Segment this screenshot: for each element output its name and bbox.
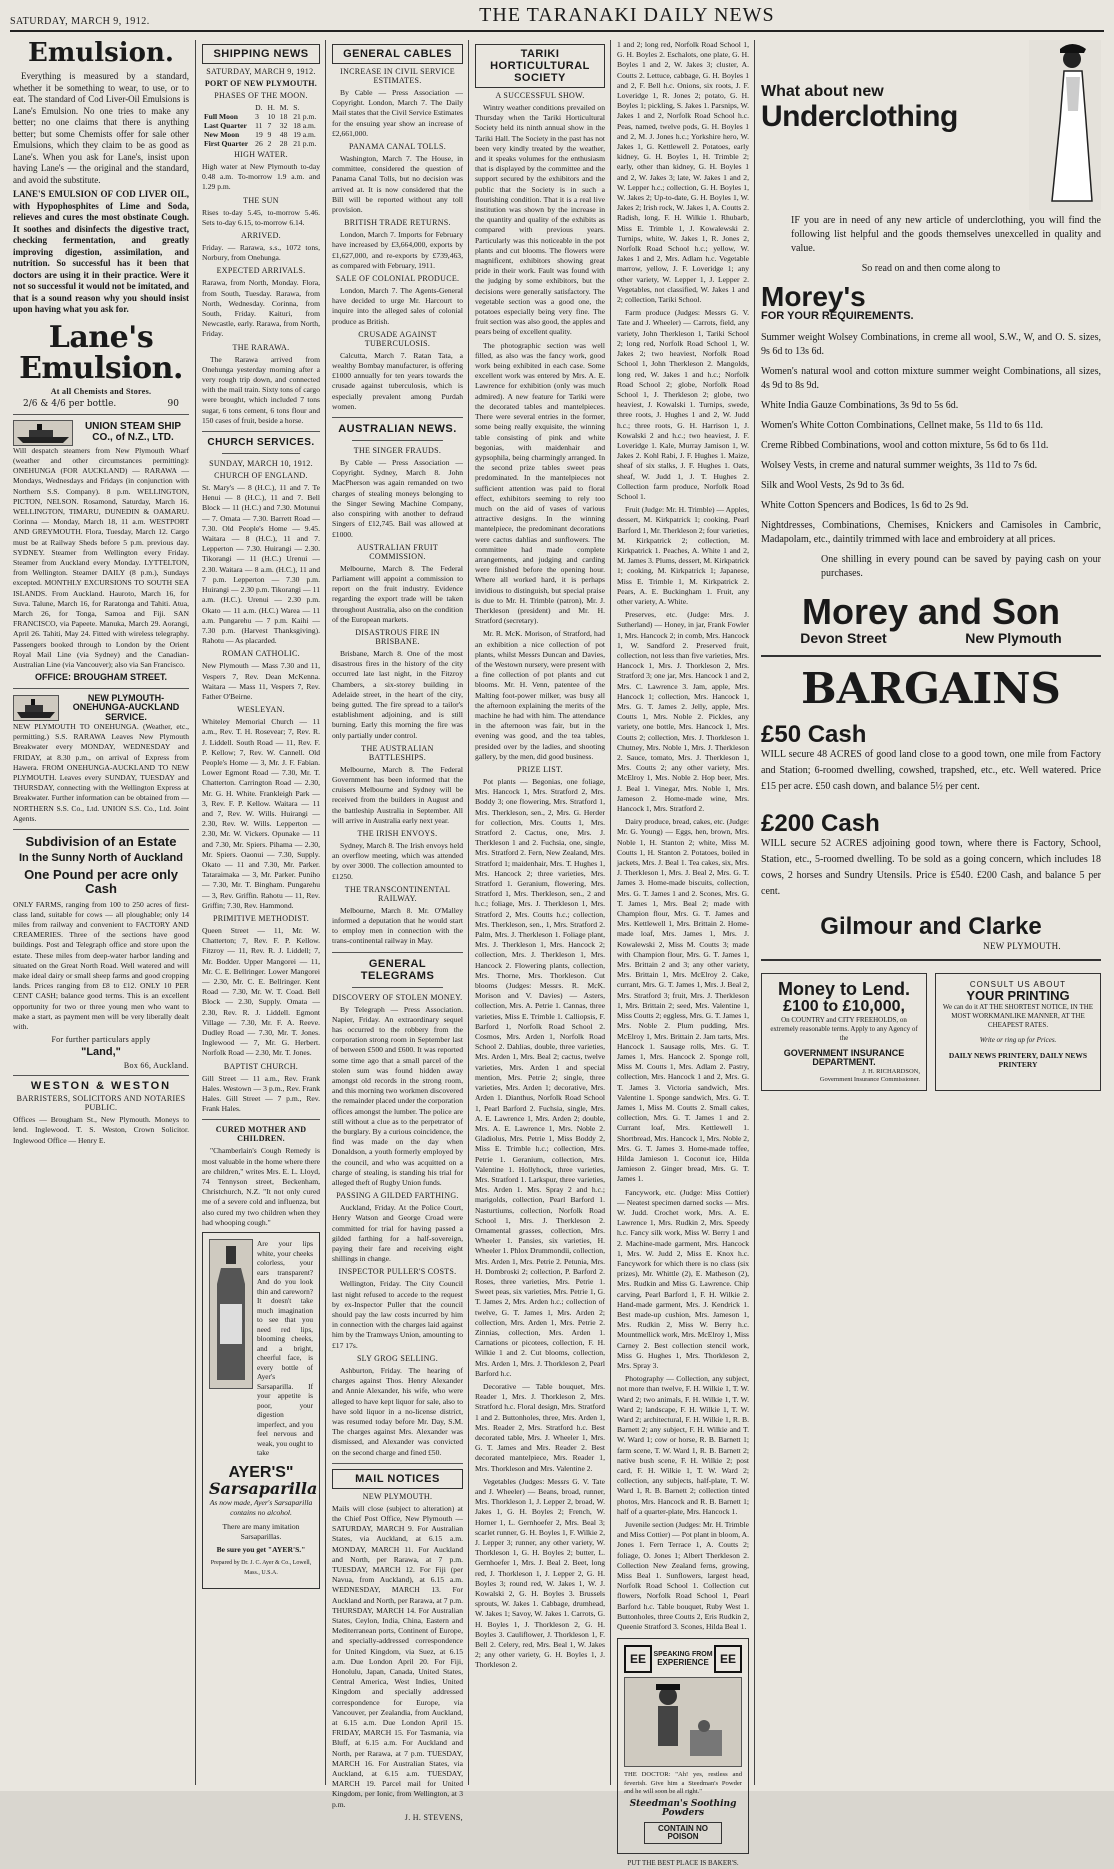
irish-head: THE IRISH ENVOYS. xyxy=(357,828,438,838)
morey-item: Creme Ribbed Combinations, wool and cotton mixture, 5s 6d to 6s 11d. xyxy=(761,439,1049,451)
morey-addr-a: Devon Street xyxy=(800,629,887,646)
prize-cont-d: Preserves, etc. (Judge: Mrs. J. Sutherland) — Honey, in jar, Frank Fowler 1, Mrs. Hancock 2; in comb, Mrs. Hancock 1, W. Sandford 2. Preserved fruit, collection, not less than five varieties, Mrs. Hancock 1, Mrs. J. Thorkleson 2, Mrs. Stratford 3; one jar, Mrs. Hancock 1 and 2, Mrs. C. Lawrence 3. Jam, apple, Mrs. Hancock 1; collection, Mrs. Hancock 1, Mrs. G. T. James 2. Jelly, apple, Mrs. Coutts 1, Mrs. Noble 2. Pickles, any variety, one bottle, Mrs. Hancock 1, Mrs. Coutts 2; collection, Mrs. J. Thorkleson 1. Chutney, Mrs. Noble 1, Mrs. J. Therkleson 2. Sauce, tomato, Mrs. J. Therkleson 1, Mrs. Coutts 2; any other variety, Mrs. McElroy 1, Mrs. Noble 2. Hop beer, Mrs. J. Beal 1. Vinegar, Mrs. Noble 1, Mrs. Jameson 2. Home-made wine, Mrs. Hancock 1, Mrs. Stratford 2. xyxy=(617,610,749,814)
moon-cell: 26 xyxy=(255,139,263,148)
rail-head: THE TRANSCONTINENTAL RAILWAY. xyxy=(344,884,451,903)
onehunga-body: NEW PLYMOUTH TO ONEHUNGA. (Weather, etc., permitting.) S.S. RARAWA Leaves New Plymouth Breakwater every MONDAY, WEDNESDAY and FRIDAY, at 8.30 p.m., on arrival of Express from Hawera. FROM ONEHUNGA-AUCKLAND TO NEW PLYMOUTH. Leaves every SUNDAY, TUESDAY and THURSDAY, connecting with the Wellington Express at Breakwater. Further information can be obtained from — NORTHERN S.S. Co., Ltd. UNION S.S. Co., Ltd. Joint Agents. xyxy=(13,722,189,823)
column-2 xyxy=(197,40,325,1785)
ee-brand: Steedman's Soothing Powders xyxy=(629,1798,737,1819)
moon-cell: Full Moon xyxy=(204,112,238,121)
puller-head: INSPECTOR PULLER'S COSTS. xyxy=(338,1267,457,1277)
colonial-body: London, March 7. The Agents-General have decided to urge Mr. Harcourt to inquire into the alleged sales of colonial produce as British. xyxy=(332,286,463,326)
steamship-icon xyxy=(13,420,73,446)
morey-item: Wolsey Vests, in creme and natural summer weights, 3s 11d to 7s 6d. xyxy=(761,459,1038,471)
doctor-illustration xyxy=(624,1677,742,1767)
subdiv-land: "Land," xyxy=(81,1046,121,1059)
ee-logo-icon: EE xyxy=(714,1645,742,1673)
gilmour-sub: NEW PLYMOUTH. xyxy=(983,941,1061,952)
lane-num: 90 xyxy=(167,398,179,409)
moon-cell: 9 xyxy=(267,130,272,139)
moon-cell: New Moon xyxy=(204,130,240,139)
prize-cont-h: Juvenile section (Judges: Mr. H. Trimble and Miss Cottier) — Pot plant in bloom, A. Jones 1. Fern Terrace 1, A. Coutts 2; foliage, O. Jones 1; Albert Therkleson 2. Collection New Zealand ferns, growing, Miss Beal 1. Sunflowers, largest head, Norfolk Road School 1. Collection cut flowers, Norfolk Road School 1, Pearl Barford h.c. Table bouquet, Ruby West 1. Buttonholes, three Coutts 2, Eris Rudkin 2, Queenie Stratford 3. Scones, Hilda Beal 1. xyxy=(617,1520,749,1632)
prize-body: Pot plants — Begonias, one foliage, Mrs. Hancock 1, Mrs. Stratford 2, Mrs. Boddy 3; one flowering, Mrs. Stratford 1, Mrs. Therkleson, sen., 2, Mrs. G. Herder for collection, Mrs. Coutts 1, Mrs. Stratford 2. Cactus, one, Mrs. J. Therkleson 1 and 2. Fuchsia, one, single, Mrs. Stratford 2. Fern, New Zealand, Mrs. Stratford 1; maidenhair, Mrs. T. Hughes 1, Mrs. Hancock 2; three varieties, Mrs. Stratford 1. Geranium, flowering, Mrs. Stratford 1, Mrs. Therkleson, sen., 2 and h.c.; foliage, Mrs. J. Therkleson 1, Mrs. Stratford 2, Mrs. Coutts h.c.; collection, Mrs. Therkleson, sen., 1, Mrs. Stratford 2. Palm, Mrs. J. Therkleson 1. Foliage plant, Mrs. J. Therkleson 1, Mrs. Hancock 2; collection, Mrs. J. Therkleson 1, Mrs. Hancock 2. Flowering plants, collection, Mrs. Thorne, Mrs. Thorkleson. Cut blooms (Judges: Messrs. R. McK. Morison and V. Davies) — Asters, collection, Mrs. A. Petrie 1. Cannas, three varieties, Miss E. Trimble 1. Calliopsis, F. Barford 1, Norfolk Road School 2. Cosmos, Mrs. Arden 1, Norfolk Road School 2. Dahlias, double, three varieties, Mrs. Arden 1, Mrs. Beal 2; cactus, twelve varieties, Mrs. Arden 1 and special mention, Mrs. Petrie 2; single, three varieties, Mrs. Arden 1; decorative, Mrs. Arden 1. Dianthus, Norfolk Road School 1, Pearl Barford 2. Fuchsia, single, Mrs. A. E. Lawrence 1, Mrs. Arden 2; double, Mrs. A. E. Lawrence 1, Mrs. Noble 2. Gladiolus, Mrs. Petrie 1, Miss Boddy 2, Miss E. Trimble h.c.; collection, Mrs. Petrie 1. Geranium, collection, Mrs. Valentine 1. Hollyhock, three varieties, Mrs. Stratford 1. Larkspur, three varieties, Mrs. Arden 1. Mrs. Spray 2 and h.c.; marigolds, collection, Pearl Barford 1. Nasturtiums, collection, Norfolk Road School 1, Mrs. J. Therkleson 2. Ornamental grasses, collection, Mrs. Wheeler 1. Pansies, six varieties, H. Wheeler 1. Phlox Drummondii, collection, Mrs. Arden 1, Mrs. Petrie 2. Petunia, Mrs. H. Dombroski 2; collection, P. Barford 2. Roses, three varieties, Mrs. Petrie 1. Sweet peas, six varieties, Mrs. Petrie 1, G. T. James 2, Mrs. Arden h.c.; collection of twelve, G. T. James 1, Mrs. Arden 2; collection, Mrs. Arden 1, Mrs. Petrie 2. Zinnias, collection, Mrs. Arden 1. Carnations or picotees, collection, F. H. Wilkie 1 and 2. Cut blooms, collection, Mrs. Arden 1, Mrs. J. Thorkleson 2, Pearl Barford h.c. xyxy=(475,777,605,1378)
lane-logo: Lane's Emulsion. xyxy=(19,319,183,387)
morey-addr-b: New Plymouth xyxy=(965,629,1062,646)
mail-sign: J. H. STEVENS, xyxy=(404,1812,463,1822)
hw-head: HIGH WATER. xyxy=(234,150,288,159)
cured-head: CURED MOTHER AND CHILDREN. xyxy=(215,1125,307,1144)
ayer-note: As now made, Ayer's Sarsaparilla contains no alcohol. xyxy=(209,1498,313,1518)
ee-text xyxy=(653,1651,712,1667)
grog-body: Ashburton, Friday. The hearing of charges against Thos. Henry Alexander and Annie Alexander, his wife, who were alleged to have kept liquor for sale, also to have sold liquor in a no-license district, was resumed today before Mr. Day, S.M. The charges against Mrs. Alexander was dismissed, and Alexander was convicted on the second charge and fined £50. xyxy=(332,1365,463,1457)
divider xyxy=(13,1075,189,1076)
show-body-c: Mr. R. McK. Morison, of Stratford, had an exhibition a nice collection of pot plants, whilst Messrs Duncan and Davies, of the Westown nursery, were present with a fine collection of pot plants and cut blooms. Mr. H. Venn, patentee of the Malting foot-power milker, was busy all the afternoon explaining the merits of the machine he had with him. The attendance in the afternoon was fair, but in the evening was good, and the tea tables, presided over by the ladies, and shooting gallery, by the men, did good business. xyxy=(475,629,605,761)
moon-row xyxy=(202,112,320,121)
church-date: SUNDAY, MARCH 10, 1912. xyxy=(209,459,313,469)
bapt-body: Gill Street — 11 a.m., Rev. Frank Hales. Westown — 3 p.m., Rev. Frank Hales. Gill Street — 7 p.m., Rev. Frank Hales. xyxy=(202,1073,320,1114)
prize-head: PRIZE LIST. xyxy=(517,765,563,774)
rarawa-body: The Rarawa arrived from Onehunga yesterday morning after a very rough trip down, and connected with the mail train. Sixty tons of cargo were brought, which included 7 tons sugar, 6 tons cement, 6 tons flour and 150 cases of fruit, beside a horse. xyxy=(202,354,320,425)
moon-cell: 3 xyxy=(255,112,259,121)
cured-body: "Chamberlain's Cough Remedy is most valuable in the home where there are children," writes Mrs. E. L. Lloyd, 74 Tennyson street, Beckenham, Christchurch, N.Z. "It not only cured me of a severe cold and influenza, but also cured my two children when they had whooping cough." xyxy=(202,1146,320,1227)
moon-cell: Last Quarter xyxy=(204,121,247,130)
battle-head: THE AUSTRALIAN BATTLESHIPS. xyxy=(361,743,434,762)
civil-head: INCREASE IN CIVIL SERVICE ESTIMATES. xyxy=(340,67,455,85)
hort-heading: TARIKI HORTICULTURAL SOCIETY xyxy=(475,44,605,88)
wes-head: WESLEYAN. xyxy=(237,705,285,715)
subdiv-price: One Pound per acre only Cash xyxy=(24,867,178,896)
pm-body: Queen Street — 11, Mr. W. Chatterton; 7, Rev. F. P. Kellow. Fitzroy — 11, Rev. R. J. Liddell; 7, Mr. Bodder. Upper Mangorei — 11, Mr. C. E. Bellringer. Lower Mangorei — 2.30, Mr. C. E. Bellringer. Kent Road — 7.30, Mr. W. T. Coad. Bell Block — 2.30, Supply. Omata — 2.30, Rev. R. J. Liddell. Egmont Village — 7.30, Mr. F. A. Reeve. Dudley Road — 7.30, Mr. T. Jones. Inglewood — 7, Mr. G. Herbert. Norfolk Road — 2.30, Mr. T. Jones. xyxy=(202,925,320,1058)
morey-item: Nightdresses, Combinations, Chemises, Knickers and Camisoles in Cambric, Madapolam, etc., daintily trimmed with lace and embroidery at all prices. xyxy=(761,519,1101,545)
divider xyxy=(761,959,1101,961)
moon-col xyxy=(202,103,253,112)
steam-header-row xyxy=(13,420,189,446)
lend-range: £100 to £10,000, xyxy=(783,997,905,1015)
singer-head: THE SINGER FRAUDS. xyxy=(353,446,442,456)
colonial-head: SALE OF COLONIAL PRODUCE. xyxy=(335,274,460,284)
hw-body: High water at New Plymouth to-day 0.48 a.m. To-morrow 1.9 a.m. and 1.29 p.m. xyxy=(202,162,320,192)
moon-cell: 11 xyxy=(255,121,263,130)
prize-cont-a: 1 and 2; long red, Norfolk Road School 1, G. H. Boyles 2. Eschalots, one plate, G. H. Boyles 1 and 2, W. Jakes 3; cluster, A. Coutts 2. Lettuce, cabbage, G. H. Boyles 1 and 2, F. Bell h.c. Onions, six roots, J. F. Loveridge 1, R. Jones 2; potato, G. H. Boyles 1; pickling, S. Jakes 1. Parsnips, W. Jakes 1 and 2, Norfolk Road School h.c. Peas, named, twelve pods, G. H. Boyles 1 and 2, M. J. Jones h.c.; Yorkshire hero, W. Jakes 1, G. Kettlewell 2. Potatoes, early kidney, G. H. Boyles 1, H. Trimble 2; early, other than kidney, G. H. Boyles 1 and 2, W. Jakes 3; late, W. Jakes 1 and 2, W. Lepper h.c.; collection, G. H. Boyles 1, W. Jakes 2; Up-to-date, G. H. Boyles 1, W. Jakes 2; Irish rock, W. Jakes 1, A. Coutts 2. Radish, long, F. H. Wilkie 1. Rhubarb, Miss E. Trimble 1, J. Kowalewski 2. Turnips, white, W. Jakes 1, R. Jones 2, Norfolk Road School h.c.; yellow, W. Jakes 1 and 2, Mrs. Adlam h.c. Vegetable marrow, yellow, J. F. Loveridge 1; any other variety, W. Lepper 1, J. Lepper 2. Vegetables, not classified, W. Jakes 1 and 2; collection, Tariki School. xyxy=(617,40,749,305)
column-rule xyxy=(468,40,469,1785)
moon-col: H. xyxy=(267,103,275,112)
subdiv-body: ONLY FARMS, ranging from 100 to 250 acres of first-class land, suitable for cows — all ploughable; only 14 miles from railway and convenient to FACTORY AND CREAMERIES. Three of the sections have good buildings. Post and Telegraph office and store upon the estate. These miles from deep-water harbor landing and situated on the Great North Road. Well watered and will make ideal dairy or small sheep farms and good cropping lands. Prices ranging from £8 to £12. ONLY 10 PER CENT CASH; balance good terms. This is an excellent opportunity for two or three young men who want to make a start, as payment men will be very liberally dealt with. xyxy=(13,899,189,1031)
show-body-b: The photographic section was well filled, as also was the fancy work, good work being exhibited in each case. Some excellent work was entered by Mrs. A. E. Lawrence for exhibition (only was much admired). A new feature for Tariki were the decorated tables and mantelpieces. There were several entries in the former, some being really exquisite, the winning table consisting of pink and white begonias, with maidenhair and gypsophila, being charmingly arranged. In the second prize tables sweet peas predominated. In the mantelpieces not sufficient attention was paid to floral effect, exhibitors seeming to rely too much on the aid of vases of various attractive designs. In the winning mantelpiece, the predominant decorations were cactus dahlias and sunflowers. The committee had made complete arrangements, and judging and carding were finished before the opening hour. Where all worked hard, it is perhaps invidious to distinguish, but special praise is due to Mr. H. Trimble (patron), Mr. J. Therkleson (president) and Mr. H. Stratford (secretary). xyxy=(475,340,605,626)
morey-item: White Cotton Spencers and Bodices, 1s 6d to 2s 9d. xyxy=(761,499,969,511)
prize-cont-b: Farm produce (Judges: Messrs G. V. Tate and J. Wheeler) — Carrots, field, any variety, John Therkleson 1, Tariki School 2; long red, Norfolk Road School 1, W. Jakes 2; two heaviest, Norfolk Road School 1, John Therkleson 2. Mangolds, long red, W. Jakes 1 and h.c.; Norfolk Road School 2; globe, Norfolk Road School 1, J. Therkleson 2; globe, two heaviest, J. Kowalski 1. Turnips, swede, three roots, J. Hughes 1 and 2, W. Judd h.c.; three roots, G. H. Harrison 1, J. Kowalski 2 and h.c.; two heaviest, J. F. Loveridge 1. Kale, Murray Jamison 1, W. Jakes 2. Kohl Rabi, J. F. Hughes 1. Maize, sheaf of six stalks, J. F. Hughes 1. Oats, sheaf, W. Judd 1, J. T. Hughes 2. Collection farm produce, Norfolk Road School 1. xyxy=(617,308,749,501)
morey-item: Silk and Wool Vests, 2s 9d to 3s 6d. xyxy=(761,479,905,491)
moon-cell: 18 a.m. xyxy=(293,121,316,130)
moon-header-row xyxy=(202,103,320,112)
morey-item: Women's natural wool and cotton mixture summer weight Combinations, all sizes, 4s 9d to 8s 9d. xyxy=(761,365,1101,391)
lend-sign2: Government Insurance Commissioner. xyxy=(819,1075,920,1083)
divider xyxy=(761,655,1101,657)
lane-price: 2/6 & 4/6 per bottle. xyxy=(23,398,117,409)
shipping-heading: SHIPPING NEWS xyxy=(202,44,320,64)
port-line: PORT OF NEW PLYMOUTH. xyxy=(204,79,318,88)
column-3 xyxy=(327,40,468,1822)
shipping-date: SATURDAY, MARCH 9, 1912. xyxy=(206,67,316,76)
sun-body: Rises to-day 5.45, to-morrow 5.46. Sets to-day 6.15, to-morrow 6.14. xyxy=(202,207,320,227)
money-head: DISCOVERY OF STOLEN MONEY. xyxy=(332,992,463,1002)
moon-table xyxy=(202,103,320,148)
cash50-body: WILL secure 48 ACRES of good land close to a good town, one mile from Factory and Station; 6-roomed dwelling, cowshed, trapshed, etc., etc. Well watered. Price £15 per acre. £50 cash down, and balance 5½ per cent. xyxy=(761,748,1101,792)
prize-cont-f: Fancywork, etc. (Judge: Miss Cottier) — Neatest specimen darned socks — Mrs. W. Judd. Crochet work, Mrs. A. E. Lawrence 1, Mrs. Rudkin 2, Mrs. Speedy h.c. Fancy silk work, Miss W. Berry 1 and 2. Machine-made garment, Mrs. Hancock 1, Mrs. W. Judd 2, Miss E. Knox h.c. Fancywork for which there is no class (six prizes), Mr. Whittle (2), E. Matheson (2), Mrs. Rudkin and Miss G. Lawrence. Chip carving, Pearl Barford 1, F. H. Wilkie 2. Hand-made garment, Mrs. J. Kendrick 1. Best made-up cushion, Mrs. Jameson 1, Mrs. Rudkin 2, Miss W. Berry h.c. Mountmellick work, Mrs. McElroy 1, Miss Carney 2. Best collection stencil work, Miss G. Hughes 1, Mrs. Thorkleson 2, Mrs. Spray 3. xyxy=(617,1187,749,1370)
steam-office: OFFICE: BROUGHAM STREET. xyxy=(35,672,167,683)
battle-body: Melbourne, March 8. The Federal Government has been informed that the cruisers Melbourne and Sydney will be received from the builders in August and the battleship Australia in September. All will arrive in Australia early next year. xyxy=(332,764,463,825)
ayer-ad xyxy=(202,1232,320,1589)
steamship-icon xyxy=(13,695,59,721)
ayer-ad-row xyxy=(209,1239,313,1461)
under-q: What about new xyxy=(761,83,884,100)
bapt-head: BAPTIST CHURCH. xyxy=(223,1061,299,1071)
divider xyxy=(202,431,320,432)
ee-exp: EXPERIENCE xyxy=(657,1658,709,1668)
underclothing-header xyxy=(761,40,1101,210)
lane-price-row xyxy=(13,399,189,409)
aus-heading: AUSTRALIAN NEWS. xyxy=(338,423,457,436)
moon-row xyxy=(202,121,320,130)
print-phone: Write or ring up for Prices. xyxy=(979,1035,1057,1044)
masthead-title: THE TARANAKI DAILY NEWS xyxy=(479,4,775,26)
ee-speak: SPEAKING FROM xyxy=(653,1651,713,1659)
pm-head: PRIMITIVE METHODIST. xyxy=(212,913,310,923)
morey-address xyxy=(761,631,1101,646)
tele-heading: GENERAL TELEGRAMS xyxy=(360,957,435,982)
moon-cell: 21 p.m. xyxy=(293,112,317,121)
ee-contain: CONTAIN NO POISON xyxy=(644,1822,722,1845)
column-rule xyxy=(610,40,611,1785)
print-head: YOUR PRINTING xyxy=(966,988,1070,1004)
mail-sub: NEW PLYMOUTH. xyxy=(362,1491,433,1501)
cash200-title: £200 Cash xyxy=(761,809,880,837)
tb-body: Calcutta, March 7. Ratan Tata, a wealthy Bombay manufacturer, is offering £1000 annually for ten years towards the crusade against tuberculosis, which is especially prevalent among Purdah women. xyxy=(332,350,463,411)
divider xyxy=(13,829,189,830)
lane-sold: At all Chemists and Stores. xyxy=(50,386,152,396)
print-name: DAILY NEWS PRINTERY, DAILY NEWS PRINTERY xyxy=(948,1050,1088,1069)
morey-item: One shilling in every pound can be saved by paying cash on your purchases. xyxy=(821,553,1101,579)
bottom-ads-row xyxy=(761,969,1101,1095)
rc-head: ROMAN CATHOLIC. xyxy=(222,649,300,659)
divider xyxy=(332,1463,463,1464)
puller-body: Wellington, Friday. The City Council last night refused to accede to the request by ex-Inspector Puller that the council should pay the law costs incurred by him in connection with the charges laid against him by the Tramways Union, amounting to £17 17s. xyxy=(332,1279,463,1350)
moon-row xyxy=(202,130,320,139)
veg-body: Vegetables (Judges: Messrs G. V. Tate and J. Wheeler) — Beans, broad, runner, Mrs. Thorkleson 1, J. Lepper 2, broad, W. Jakes 1, G. H. Boyles 2; French, W. Horner 1, L. Gernhoefer 2, Mrs. Beal 3; scarlet runner, G. H. Boyles 1, F. Wilkie 2, J. Lepper 3; runner, any other variety, W. Thorkleson 1, G. H. Boyles 2; butter, L. Gernhoefer 1, Mrs. J. Beal 2. Beet, long red, J. Thorkleson 1, J. Lepper 2, G. H. Boyles 3; round red, W. Jakes 1, W. J. Kowalski 2, G. H. Boyles 3. Brussels sprouts, W. Jakes 1. Cabbage, drumhead, W. Jakes 1; Savoy, W. Jakes 1. Carrots, G. H. Boyles 1, J. Thorkleson 2, G. H. Boyles 3. Cauliflower, J. Thorkleson 1, F. Bell 2. Celery, red, Mrs. Beal 1, W. Jakes 2; any other variety, G. H. Boyles 1, J. Thorkleson 2. xyxy=(475,1476,605,1670)
lady-illustration xyxy=(1029,40,1101,210)
prize-body-b: Decorative — Table bouquet, Mrs. Reader 1, Mrs. J. Thorkleson 2, Mrs. Stratford h.c. Floral design, Mrs. Stratford 1 and 2. Buttonholes, three, Mrs. Arden 1, Mrs. Reader 2, Mrs. Stratford h.c. Best decorated table, Mrs. J. Wheeler 1, Mrs. G. T. James and Mrs. Reader 2. Best decorated mantelpiece, Mrs. Reader 1, Mrs. Thorkleson and Mrs. Valentine 2. xyxy=(475,1381,605,1473)
print-q: CONSULT US ABOUT xyxy=(969,980,1067,990)
masthead-date: SATURDAY, MARCH 9, 1912. xyxy=(10,16,150,27)
lend-body: On COUNTRY and CITY FREEHOLDS, on extremely reasonable terms. Apply to any Agency of the xyxy=(770,1015,918,1042)
steedman-ad xyxy=(617,1638,749,1854)
onehunga-header-row xyxy=(13,694,189,722)
underclothing-title-block xyxy=(761,40,958,132)
ayer-foot: Prepared by Dr. J. C. Ayer & Co., Lowell, Mass., U.S.A. xyxy=(210,1560,312,1577)
under-head: Underclothing xyxy=(761,99,958,133)
moon-cell: 18 xyxy=(279,112,288,121)
morey-item: Women's White Cotton Combinations, Cellnet make, 5s 11d to 6s 11d. xyxy=(761,419,1043,431)
cables-heading: GENERAL CABLES xyxy=(332,44,463,64)
moon-row xyxy=(202,139,320,148)
column-1 xyxy=(8,40,194,1785)
moon-head: PHASES OF THE MOON. xyxy=(214,91,308,100)
divider xyxy=(202,1119,320,1120)
divider xyxy=(332,952,463,953)
ayer-question: Are your lips white, your cheeks colorless, your ears transparent? And do you look thin and careworn? It doesn't take much imagination to see that you need red lips, blooming cheeks, and a bright, cheerful face, is every bottle of Ayer's Sarsaparilla. If your appetite is poor, your digestion imperfect, and you feel nervous and weak, you ought to take xyxy=(257,1239,313,1458)
morey-son: Morey and Son xyxy=(801,590,1061,632)
fruit-body: Melbourne, March 8. The Federal Parliament will appoint a commission to report on the fruit industry. Evidence regarding the export trade will be taken throughout Australia, also on the condition of the European markets. xyxy=(332,563,463,624)
ee-doctor: THE DOCTOR: "Ah! yes, restless and feverish. Give him a Steedman's Powder and he will soon be all right." xyxy=(624,1771,742,1796)
onehunga-head: NEW PLYMOUTH-ONEHUNGA-AUCKLAND SERVICE. xyxy=(72,692,180,722)
rail-body: Melbourne, March 8. Mr. O'Malley informed a deputation that he would start to employ men in connection with the trans-continental railway in May. xyxy=(332,905,463,946)
trade-head: BRITISH TRADE RETURNS. xyxy=(344,218,451,228)
moon-cell: 48 xyxy=(279,130,288,139)
moon-cell: 19 a.m. xyxy=(293,130,316,139)
moon-cell: 19 xyxy=(255,130,263,139)
arrived-body: Friday. — Rarawa, s.s., 1072 tons, Norbury, from Onehunga. xyxy=(202,243,320,263)
divider xyxy=(332,417,463,418)
steam-head: UNION STEAM SHIP CO., of N.Z., LTD. xyxy=(84,421,182,443)
ee-logo-icon: EE xyxy=(624,1645,652,1673)
ayer-sure: Be sure you get "AYER'S." xyxy=(216,1544,306,1554)
morey-title: Morey's xyxy=(761,281,866,312)
bargains-title: BARGAINS xyxy=(801,664,1061,714)
fire-body: Brisbane, March 8. One of the most disastrous fires in the history of the city occurred late last night, in the Fitzroy Chambers, a six-storey building in Adelaide street, in the heart of the city, being gutted. The fire spread to a tailor's establishment adjoining, and is still burning. Early this morning the fire was only partially under control. xyxy=(332,648,463,740)
prize-cont-c: Fruit (Judge: Mr. H. Trimble) — Apples, dessert, M. Kirkpatrick 1; cooking, Pearl Barford 1, Mr. Therkleson 2; four varieties, M. Kirkpatrick 2; collection, M. Kirkpatrick 1. Peaches, A. White 1 and 2, M. James 3. Plums, dessert, M. Kirkpatrick 1; cooking, M. Kirkpatrick 1; Japanese, Miss E. Trimble 1, M. Kirkpatrick 2. Pears, A. E. Buckingham 1. Fruit, any other variety, A. White. xyxy=(617,505,749,606)
rc-body: New Plymouth — Mass 7.30 and 11, Vespers 7, Rev. Dean McKenna. Waitara — Mass 11, Vespers 7, Rev. Father O'Beirne. xyxy=(202,661,320,701)
fire-head: DISASTROUS FIRE IN BRISBANE. xyxy=(355,627,440,646)
tb-head: CRUSADE AGAINST TUBERCULOSIS. xyxy=(358,329,437,348)
under-body1: IF you are in need of any new article of underclothing, you will find the following list helpful and the goods themselves unexcelled in quality and value. xyxy=(791,215,1101,254)
print-body: We can do it AT THE SHORTEST NOTICE, IN THE MOST WORKMANLIKE MANNER, AT THE CHEAPEST RATES. xyxy=(942,1002,1094,1029)
moon-cell: 32 xyxy=(279,121,288,130)
farthing-body: Auckland, Friday. At the Police Court, Henry Watson and George Croad were committed for trial for having passed a gilded farthing for a half-sovereign, paying their fare and receiving eight shillings in change. xyxy=(332,1203,463,1264)
show-body-a: Wintry weather conditions prevailed on Thursday when the Tariki Horticultural Society held its ninth annual show in the Tariki Hall. The Society in the past has not been very kindly treated by the weather, and it speaks volumes for the enthusiasm that is displayed by the committee and the support secured by the exhibitors and the public that the Society is in such a flourishing condition. That it is a real live institution was shown by the increase in the quantity and quality of the exhibits as compared with previous years. Particularly was this noticeable in the pot plants and cut blooms. The flowers were magnificent, exhibitors showing great pride in their work. Fault was found with the judging by some exhibitors, but the decisions were generally satisfactory. The vegetable section was a good one, the potatoes especially being very fine. The fruit section was also good, the apples and pears being of excellent quality. xyxy=(475,103,605,337)
column-4 xyxy=(470,40,610,1785)
ayer-brand: Sarsaparilla xyxy=(209,1479,318,1499)
lane-top-heading: Emulsion. xyxy=(28,38,174,68)
prize-cont-g: Photography — Collection, any subject, not more than twelve, F. H. Wilkie 1, T. W. Ward 2; two animals, F. H. Wilkie 1, T. W. Ward 2; landscape, F. H. Wilkie 1, T. W. Ward 2; architectural, F. H. Wilkie 1, R. B. Barnett 2; any subject, F. H. Wilkie and T. W. Ward 1; cow or horse, R. B. Barnett 1; farm scene, T. W. Ward 1, R. B. Barnett 2; native bush scene, F. H. Wilkie 2; post card, F. H. Wilkie 1, T. W. Ward 2; collection, any subjects, half-plate, T. W. Ward 1, R. B. Barnett 2; collection tinted photos, Mrs. Hancock and R. B. Barnett 1; half of a quarter-plate, Mrs. Hancock 1. xyxy=(617,1374,749,1516)
ee-foot: PUT THE BEST PLACE IS BAKER'S. xyxy=(627,1859,739,1868)
subdiv-sub: In the Sunny North of Auckland xyxy=(19,851,183,864)
divider xyxy=(352,440,443,441)
morey-sub: FOR YOUR REQUIREMENTS. xyxy=(761,310,914,323)
column-rule xyxy=(195,40,196,1785)
moon-cell: First Quarter xyxy=(204,139,249,148)
moon-col: M. xyxy=(279,103,289,112)
column-rule xyxy=(325,40,326,1785)
moon-col: S. xyxy=(293,103,300,112)
lend-head: Money to Lend. xyxy=(778,979,910,1000)
divider xyxy=(13,414,189,415)
divider xyxy=(352,987,443,988)
lend-sign: J. H. RICHARDSON, xyxy=(862,1067,920,1075)
moon-cell: 10 xyxy=(267,112,276,121)
subdiv-box: Box 66, Auckland. xyxy=(123,1060,189,1070)
column-rule xyxy=(754,40,755,1785)
grog-head: SLY GROG SELLING. xyxy=(356,1353,439,1363)
moon-col: D. xyxy=(255,103,263,112)
morey-item: Summer weight Wolsey Combinations, in creme all wool, S.W., W, and O. S. sizes, 9s 6d to 13s 6d. xyxy=(761,331,1101,357)
prize-cont-e: Dairy produce, bread, cakes, etc. (Judge: Mr. G. Young) — Eggs, hen, brown, Mrs. Noble 1, H. Stanton 2; white, Miss M. Coutts 1, H. Stanton 2. Potatoes, boiled in jackets, Mrs. J. Beal 1. Tea cakes, six, Mrs. J. Therkleson 1, Mrs. J. Beal 2, Mrs. G. T. James 3. Home-made biscuits, collection, Mrs. G. T. James 1 and 2. Scones, Mrs. G. T. James 1, Mrs. Beal 2; made with Champion flour, Mrs. G. T. James and Mrs. Kettlewell 1, Mrs. Brittain 2. Home-made loaf, Mrs. James 1, Mrs. J. Kowalewski 2, Miss M. Coutts 3; made with Champion flour, Mrs. G. T. James 1, Mrs. Brittain 2 and 3; any other variety, Mrs. Brittain 1, Mrs. McElroy 2. Cake, currant, Mrs. G. T. James 1, Mrs. J. Beal 2, Mrs. Stratford 3; fruit, Mrs. J. Therkleson 1, Mrs. Brittain 2; seed, Mrs. Valentine 1, Miss Coutts 2; eggless, Mrs. G. T. James 1, Mrs. Noble 2. Plum pudding, Mrs. McElroy 1, Mrs. Brittain 2. Jam tarts, Mrs. Hancock 1. Sausage rolls, Mrs. G. T. James 1, Mrs. Hancock 2. Sponge roll, Miss M. Coutts 1, Mrs. Adlam 2. Pastry, collection, Mrs. Hancock 1 and 2, Mrs. G. T. James 3. Victoria sandwich, Mrs. Valentine 1. Sponge sandwich, Mrs. G. T. James 1, Miss M. Coutts 2. Small cakes, collection, Mrs. G. T. James 1 and 2. Currant loaf, Mrs. Kettlewell 1. Shortbread, Mrs. Hancock 1, Mrs. Noble 2, Mrs. G. T. James 3. Home-made toffee, Hilda Jamieson 1. Coconut ice, Hilda Jamieson 2. Ginger bread, Mrs. G. T. James 1. xyxy=(617,817,749,1184)
cash50-title: £50 Cash xyxy=(761,720,867,748)
civil-body: By Cable — Press Association — Copyright. London, March 7. The Daily Mail states that the Civil Service Estimates for the ensuing year show an increase of £2,661,000. xyxy=(332,88,463,138)
column-5 xyxy=(756,40,1106,1785)
weston-sub: BARRISTERS, SOLICITORS AND NOTARIES PUBLIC. xyxy=(16,1094,186,1113)
subdiv-contact: For further particulars apply xyxy=(51,1035,151,1045)
expected-body: Rarawa, from North, Monday. Flora, from South, Tuesday. Rarawa, from North, Wednesday. Corinna, from South, Friday. Kaituri, from Newcastle, early. Rarawa, from North, Friday. xyxy=(202,278,320,339)
wes-body: Whiteley Memorial Church — 11 a.m., Rev. T. H. Rosevear; 7, Rev. R. J. Liddell. South Road — 11, Rev. F. P. Kellow; 7, Rev. W. Cannell. Old People's Home — 3, Mr. J. F. Fabian. Lower Egmont Road — 7.30, Mr. T. Chatterton. Carrington Road — 2.30, Mr. G. H. White. Frankleigh Park — 3, Rev. F. P. Kellow. Waitara — 11 and 7, Rev. W. Wills. Huirangi — 2.30, Rev. W. Wills. Lepperton — 2.30, Mr. W. Vickers. Opunake — 11 and 7.30, Mr. Spiers. Pihama — 2.30, Mr. Spiers. Oaonui — 7.30, Supply. Okato — 11 and 7.30, Mr. Parker. Tataraimaka — 3, Mr. Parker. Puniho — 7.30, Mr. T. Bingham. Pungarehu — 3, Rev. Griffin. Rahotu — 11, Rev. Griffin; 7.30, Rev. Hammond. xyxy=(202,717,320,910)
money-body: By Telegraph — Press Association. Napier, Friday. An extraordinary sequel has occurred to the robbery from the corporation strong room in September last of between £500 and £600. It was reported some time ago that a small parcel of the stolen sum was found hidden away amongst old records in the strong room, and this morning two workmen discovered the remainder placed under the corporation offices amongst the lumber. The police are still without a clue as to the perpetrator of the burglary. By a curious coincidence, the find was made on the day when Donaldson, a youth formerly employed by the council, and who was acquitted on a charge of stealing, is standing his trial for alleged theft of Rugby Union funds. xyxy=(332,1004,463,1188)
lane-body: Everything is measured by a standard, whether it be something to wear, to use, or to eat. The standard of Cod Liver-Oil Emulsions is Lane's Emulsion. No one tries to make any better; no one claims that there is anything better; but some Chemists offer for sale other Emulsions, which they claim to be as good as Lane's. When you ask for Lane's, insist upon having Lane's — the original and the standard, and avoid the substitute. xyxy=(13,71,189,185)
ayer-ask: AYER'S" xyxy=(228,1463,294,1481)
lend-dept: GOVERNMENT INSURANCE DEPARTMENT. xyxy=(783,1047,905,1068)
moon-cell: 21 p.m. xyxy=(293,139,317,148)
under-body2: So read on and then come along to xyxy=(861,263,1001,274)
morey-item: White India Gauze Combinations, 3s 9d to 5s 6d. xyxy=(761,399,959,411)
weston-head: WESTON & WESTON xyxy=(30,1079,172,1092)
arrived-head: ARRIVED. xyxy=(241,231,281,241)
church-england: CHURCH OF ENGLAND. xyxy=(214,471,308,481)
masthead xyxy=(10,4,1104,32)
moon-cell: 7 xyxy=(267,121,272,130)
expected-head: EXPECTED ARRIVALS. xyxy=(216,266,306,276)
farthing-head: PASSING A GILDED FARTHING. xyxy=(336,1191,459,1201)
panama-body: Washington, March 7. The House, in committee, considered the question of Panama Canal Tolls, but no decision was arrived at. It is now considered that the Bill will be reported without any toll provision. xyxy=(332,154,463,215)
irish-body: Sydney, March 8. The Irish envoys held an overflow meeting, which was attended by over 3000. The collection amounted to £1250. xyxy=(332,840,463,881)
sun-head: THE SUN xyxy=(243,195,279,205)
rarawa-head: THE RARAWA. xyxy=(232,342,290,352)
bottle-icon xyxy=(209,1239,253,1389)
mail-heading: MAIL NOTICES xyxy=(332,1469,463,1489)
printing-ad xyxy=(935,973,1101,1091)
cash200-body: WILL secure 52 ACRES adjoining good town, where there is Factory, School, Station, etc., 5-roomed dwelling. To be sold as a going concern, which includes 18 cows, 2 horses and Sundry Utensils. Price is £540. £200 Cash, and balance 5 per cent. xyxy=(761,837,1101,897)
lane-bold-body: LANE'S EMULSION OF COD LIVER OIL, with Hypophosphites of Lime and Soda, relieves and cures the most obstinate Cough. It soothes and disinfects the digestive tract, checking fermentation, and greatly improving digestion, assimilation, and nutrition. So successful has it been that doctors are using it in their practice. Were it not so successful it would not be imitated, and that is a sound reason why you should insist upon having what you ask for. xyxy=(13,189,189,315)
moon-cell: 28 xyxy=(279,139,288,148)
show-head: A SUCCESSFUL SHOW. xyxy=(495,91,585,100)
subdiv-head: Subdivision of an Estate xyxy=(25,834,177,850)
column-4b xyxy=(612,40,754,1868)
money-to-lend-ad xyxy=(761,973,927,1091)
mail-body: Mails will close (subject to alteration) at the Chief Post Office, New Plymouth — SATURDAY, MARCH 9. For Australian States, via Auckland, at 6.15 a.m. MONDAY, MARCH 11. For Auckland and North, per Rarawa, at 7 p.m. TUESDAY, MARCH 12. For Fiji (per Navua, from Auckland), at 6.15 a.m. WEDNESDAY, MARCH 13. For Auckland and North, per Rarawa, at 7 p.m. THURSDAY, MARCH 14. For Australian States, Ceylon, India, China, Eastern and Mediterranean ports, Continent of Europe, and specially-addressed correspondence for United Kingdom, via Suez, at 6.15 a.m. Due London April 20. For Fiji, Honolulu, Japan, Canada, United States, Central America, West Indies, United Kingdom and specially addressed correspondence for Europe, via Vancouver, per Zealandia, from Auckland, at 6.15 a.m. Due London April 15. FRIDAY, MARCH 15. For Tasmania, via Bluff, at 6.15 a.m. For Auckland and North, per Rarawa, at 7 p.m. TUESDAY, MARCH 16. For Australian States, via Auckland, at 6.15 a.m. TUESDAY, MARCH 19. Parcel mail for United Kingdom, per Ionic, from Wellington, at 3 p.m. xyxy=(332,1503,463,1809)
steam-body: Will despatch steamers from New Plymouth Wharf (weather and other circumstances permitting): ONEHUNGA (FOR AUCKLAND) — RARAWA — Mondays, Wednesdays and Fridays (in conjunction with Northern S.S. Company). 8 p.m. WELLINGTON, PICTON, NELSON. Rosamond, Saturday, March 16. WELLINGTON, TIMARU, DUNEDIN & OAMARU. Corinna — Monday, March 18, 11 a.m. WESTPORT AND GREYMOUTH. Flora, Tuesday, March 12. Cargo must be at Railway Sheds before 5 p.m. previous day. SYDNEY. Steamer from Wellington every Friday. Steamer from Auckland every Monday. LYTTELTON, from Wellington. Steamer DAILY (8 p.m.), Sundays excepted. MONTHLY EXCURSIONS TO SOUTH SEA ISLANDS. From Auckland. Hauroto, March 16, for Suva. Talune, March 16, for Raratonga and Tahiti. Atua, March 26, for Tonga, Samoa and Fiji. SAN FRANCISCO, via Papeete. Manuka, March 29. Aorangi, April 26. Tahiti, May 24. Fitted with wireless telegraphy. Passengers booked through to London by the Orient Royal Mail Line (via Sydney) and the Canadian-Australian Line (via Vancouver); also via San Francisco. xyxy=(13,445,189,670)
moon-cell: 2 xyxy=(267,139,272,148)
divider xyxy=(13,688,189,689)
church-body: St. Mary's — 8 (H.C.), 11 and 7. Te Henui — 8 (H.C.), 11 and 7. Bell Block — 11 (H.C.) and 7.30. Motunui — 7. Omata — 7.30. Barrett Road — 7.30. Old People's Home — 9.45. Waitara — 8 (H.C.), 11 and 7. Lepperton — 7.30. Huirangi — 2.30. Tikorangi — 11 (H.C.) Urenui — 2.30. Waitara — 8 a.m. (H.C.), 11 and 7 p.m. Lepperton — 7.30 p.m. Huirangi — 2.30 p.m. Tikorangi — 11 a.m. (H.C.). Urenui — 2.30 p.m. Okato — 11 a.m. (H.C.) Warea — 11 a.m. Pungarehu — 7 p.m. Kaihi — 7.30 p.m. (Harvest Thanksgiving). Rahotu — As placarded. xyxy=(202,483,320,646)
church-heading: CHURCH SERVICES. xyxy=(207,437,315,449)
divider xyxy=(222,453,300,454)
fruit-head: AUSTRALIAN FRUIT COMMISSION. xyxy=(356,542,439,561)
ee-row xyxy=(624,1645,742,1673)
singer-body: By Cable — Press Association — Copyright. Sydney, March 8. John MacPherson was again remanded on two charges of stealing moneys belonging to the Singer Sewing Machine Company, also conspiring with another to defraud Singers of £12,745. Bail was allowed at £1000. xyxy=(332,458,463,539)
trade-body: London, March 7. Imports for February have increased by £3,664,000, exports by £1,627,000, and re-exports by £739,463, as compared with February, 1911. xyxy=(332,230,463,270)
weston-body: Offices — Brougham St., New Plymouth. Moneys to lend. Inglewood. T. S. Weston, Crown Solicitor. Inglewood Office — Henry E. xyxy=(13,1115,189,1145)
panama-head: PANAMA CANAL TOLLS. xyxy=(348,142,447,152)
gilmour-title: Gilmour and Clarke xyxy=(820,912,1042,940)
ayer-imit: There are many imitation Sarsaparillas. xyxy=(222,1521,300,1541)
